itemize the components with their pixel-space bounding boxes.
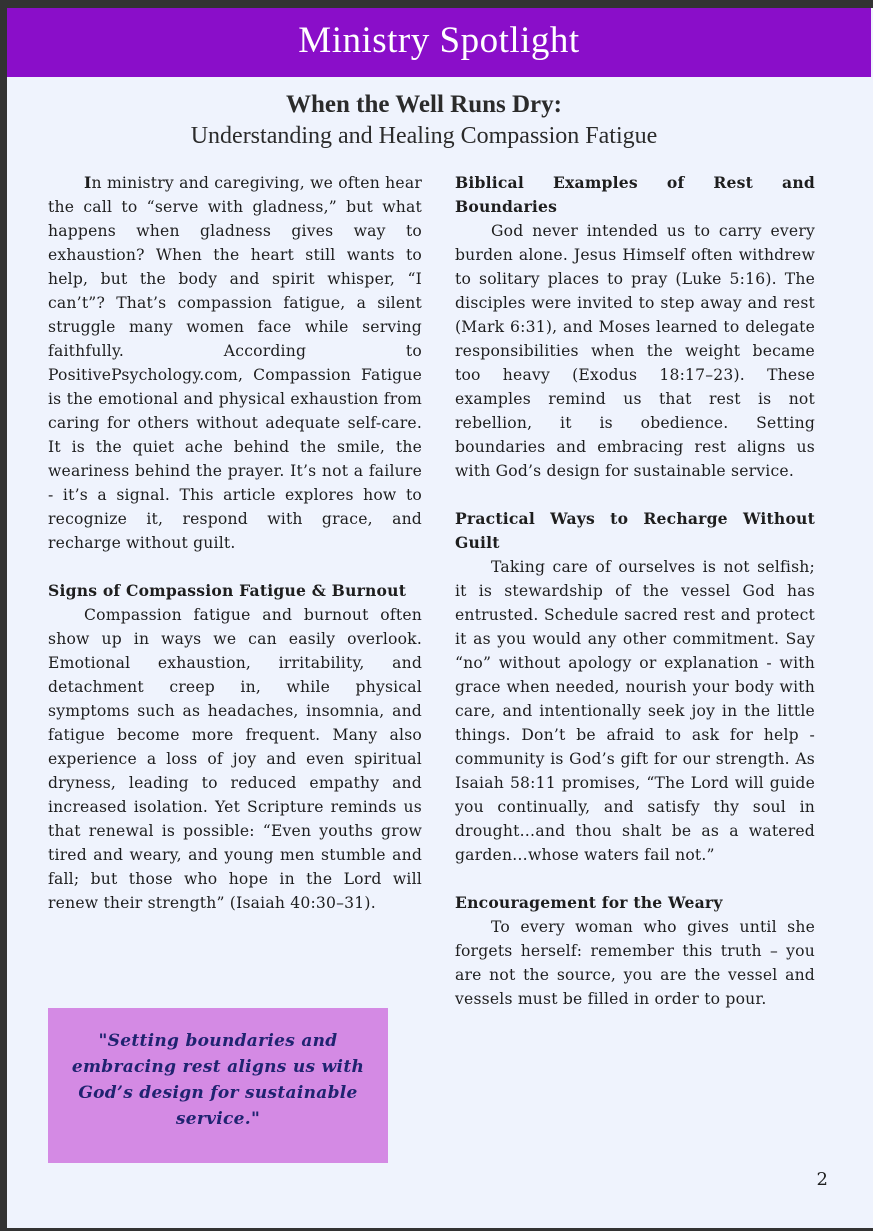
pull-quote-text: "Setting boundaries and embracing rest aligns us with God’s design for sustainable service." (71, 1031, 365, 1129)
article-title: When the Well Runs Dry: (286, 91, 562, 118)
right-column (455, 171, 815, 1011)
section-heading-practical: Practical Ways to Recharge Without Guilt (455, 509, 815, 552)
section-heading-encouragement: Encouragement for the Weary (455, 893, 723, 912)
newsletter-page (7, 8, 873, 1228)
pull-quote (48, 1008, 388, 1163)
section-banner (7, 8, 871, 77)
section-heading-signs: Signs of Compassion Fatigue & Burnout (48, 581, 407, 600)
section-body-practical: Taking care of ourselves is not selfish; it is stewardship of the vessel God has entrusted. Schedule sacred rest and protect it as you would any other commitment. Say “no” without apology or explanation - with grace when needed, nourish your body with care, and intentionally seek joy in the little things. Don’t be afraid to ask for help - community is God’s gift for our strength. As Isaiah 58:11 promises, “The Lord will guide you continually, and satisfy thy soul in drought…and thou shalt be as a watered garden…whose waters fail not.” (455, 558, 815, 864)
intro-dropcap: I (84, 173, 92, 192)
section-body-biblical: God never intended us to carry every burden alone. Jesus Himself often withdrew to solitary places to pray (Luke 5:16). The disciples were invited to step away and rest (Mark 6:31), and Moses learned to delegate responsibilities when the weight became too heavy (Exodus 18:17–23). These examples remind us that rest is not rebellion, it is obedience. Setting boundaries and embracing rest aligns us with God’s design for sustainable service. (455, 222, 815, 480)
section-heading-biblical: Biblical Examples of Rest and Boundaries (455, 173, 815, 216)
intro-paragraph (48, 171, 422, 555)
section-body-signs: Compassion fatigue and burnout often show up in ways we can easily overlook. Emotional exhaustion, irritability, and detachment creep in, while physical symptoms such as headaches, insomnia, and fatigue become more frequent. Many also experience a loss of joy and even spiritual dryness, leading to reduced empathy and increased isolation. Yet Scripture reminds us that renewal is possible: “Even youths grow tired and weary, and young men stumble and fall; but those who hope in the Lord will renew their strength” (Isaiah 40:30–31). (48, 606, 422, 912)
left-column (48, 171, 422, 915)
section-body-encouragement: To every woman who gives until she forgets herself: remember this truth – you are not the source, you are the vessel and vessels must be filled in order to pour. (455, 918, 815, 1008)
article-subtitle: Understanding and Healing Compassion Fatigue (190, 123, 658, 149)
banner-title: Ministry Spotlight (298, 20, 580, 61)
intro-text: n ministry and caregiving, we often hear the call to “serve with gladness,” but what happens when gladness gives way to exhaustion? When the heart still wants to help, but the body and spirit whisper, “I can’t”? That’s compassion fatigue, a silent struggle many women face while serving faithfully. According to PositivePsychology.com, Compassion Fatigue is the emotional and physical exhaustion from caring for others without adequate self-care. It is the quiet ache behind the smile, the weariness behind the prayer. It’s not a failure - it’s a signal. This article explores how to recognize it, respond with grace, and recharge without guilt. (48, 174, 422, 552)
page-number: 2 (816, 1169, 828, 1190)
